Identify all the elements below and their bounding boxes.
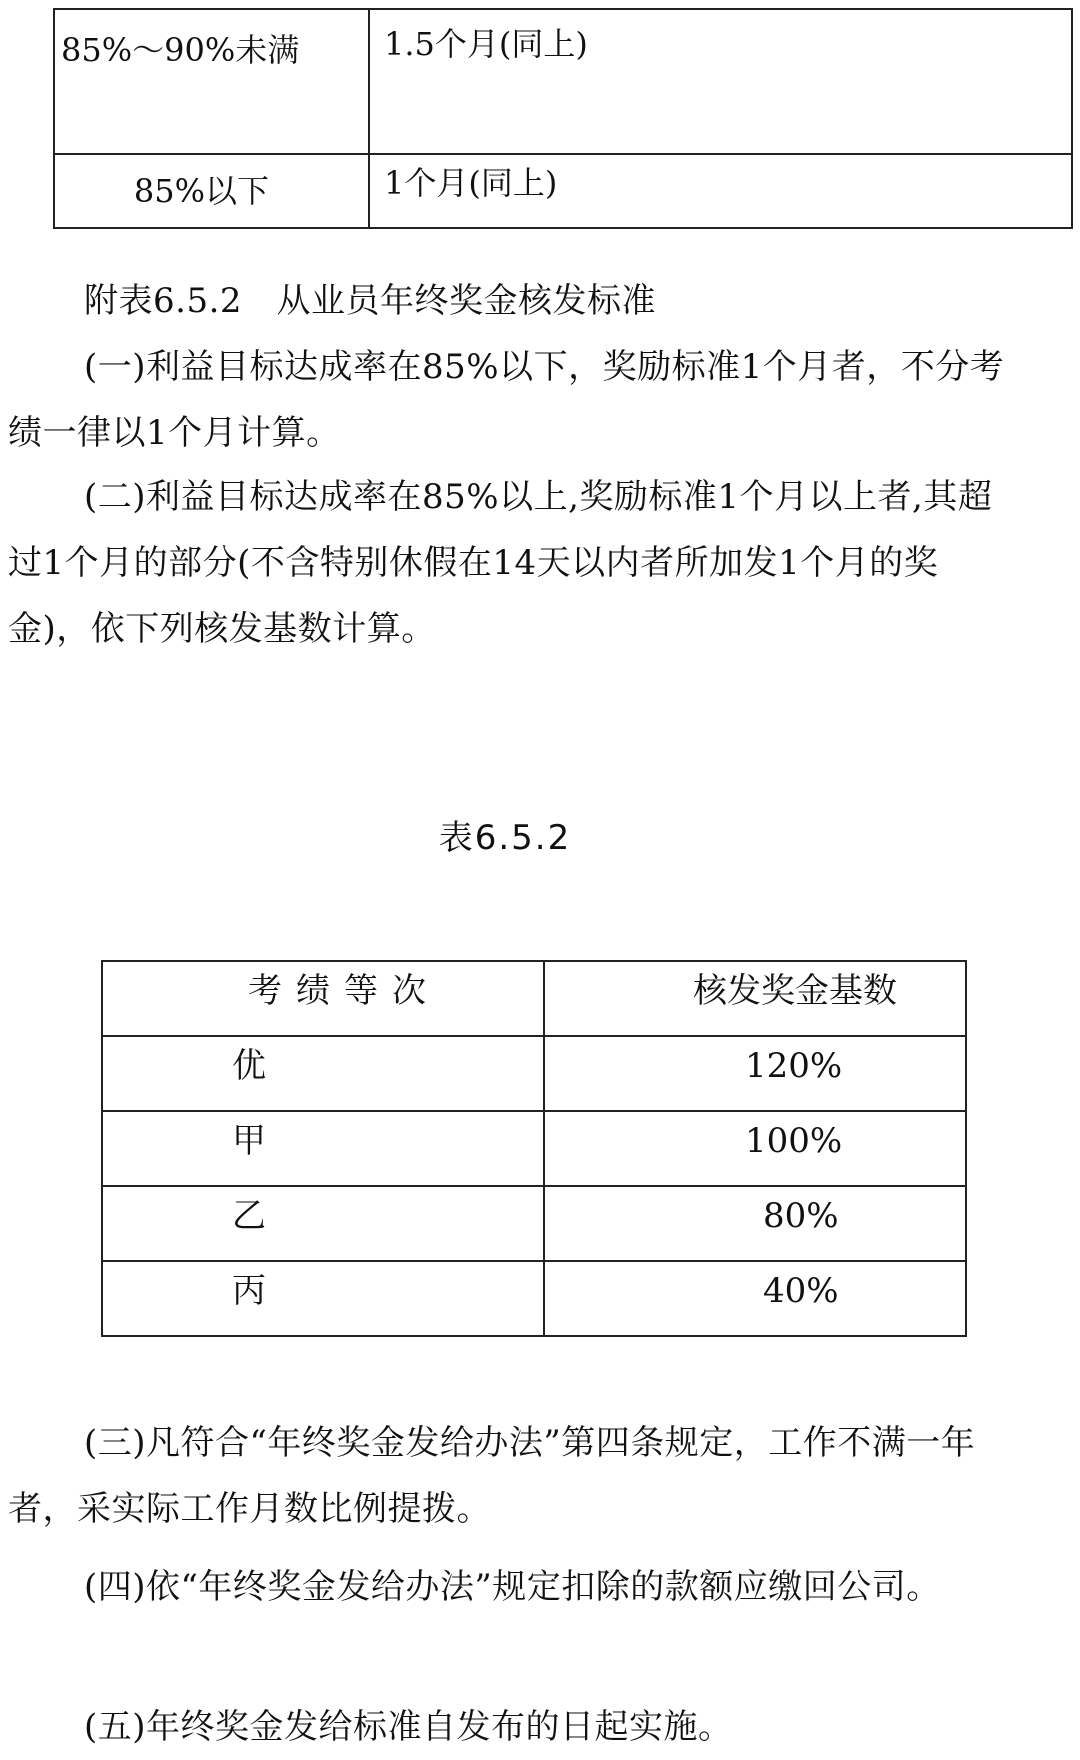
grade-value: 优 — [232, 1046, 266, 1086]
table-row — [102, 1186, 966, 1261]
grade-value: 乙 — [232, 1196, 266, 1236]
grade-value: 甲 — [232, 1121, 266, 1161]
bonus-base-value: 40% — [763, 1271, 839, 1311]
table-row — [102, 1261, 966, 1336]
table-cell — [102, 1261, 544, 1336]
bonus-base-value: 80% — [763, 1196, 839, 1236]
grade-value: 丙 — [232, 1271, 266, 1311]
table-cell — [102, 1036, 544, 1111]
table-row — [102, 1036, 966, 1111]
bonus-base-value: 100% — [745, 1121, 843, 1161]
achievement-range: 85%～90%未满 — [61, 31, 300, 69]
bonus-month-table — [53, 8, 1073, 229]
table-cell — [369, 154, 1072, 228]
paragraph-2: (二)利益目标达成率在85%以上,奖励标准1个月以上者,其超过1个月的部分(不含特别休假在14天以内者所加发1个月的奖金)，依下列核发基数计算。 — [8, 477, 993, 649]
header-grade: 考绩等次 — [248, 971, 440, 1011]
table-cell — [102, 1186, 544, 1261]
table-cell — [54, 9, 369, 154]
table-cell — [369, 9, 1072, 154]
paragraph-5: (五)年终奖金发给标准自发布的日起实施。 — [84, 1707, 733, 1747]
table-row — [102, 1111, 966, 1186]
appendix-title: 附表6.5.2 从业员年终奖金核发标准 — [84, 281, 657, 321]
bonus-base-value: 120% — [745, 1046, 843, 1086]
table-cell — [544, 1261, 966, 1336]
table-cell — [544, 1186, 966, 1261]
table-cell — [544, 1111, 966, 1186]
table-caption: 表6.5.2 — [438, 818, 572, 858]
table-row — [54, 154, 1072, 228]
achievement-range: 85%以下 — [133, 172, 270, 210]
table-cell — [102, 1111, 544, 1186]
bonus-months: 1.5个月(同上) — [384, 25, 588, 63]
table-header-cell — [102, 961, 544, 1036]
grade-bonus-table — [101, 960, 967, 1337]
table-row — [54, 9, 1072, 154]
paragraph-3: (三)凡符合“年终奖金发给办法”第四条规定，工作不满一年者，采实际工作月数比例提拨。 — [8, 1423, 976, 1529]
header-bonus-base: 核发奖金基数 — [693, 971, 897, 1011]
table-cell — [544, 1036, 966, 1111]
table-header-row — [102, 961, 966, 1036]
table-header-cell — [544, 961, 966, 1036]
paragraph-4: (四)依“年终奖金发给办法”规定扣除的款额应缴回公司。 — [84, 1567, 941, 1607]
bonus-months: 1个月(同上) — [384, 164, 558, 202]
table-cell — [54, 154, 369, 228]
paragraph-1: (一)利益目标达成率在85%以下，奖励标准1个月者，不分考绩一律以1个月计算。 — [8, 347, 1005, 453]
